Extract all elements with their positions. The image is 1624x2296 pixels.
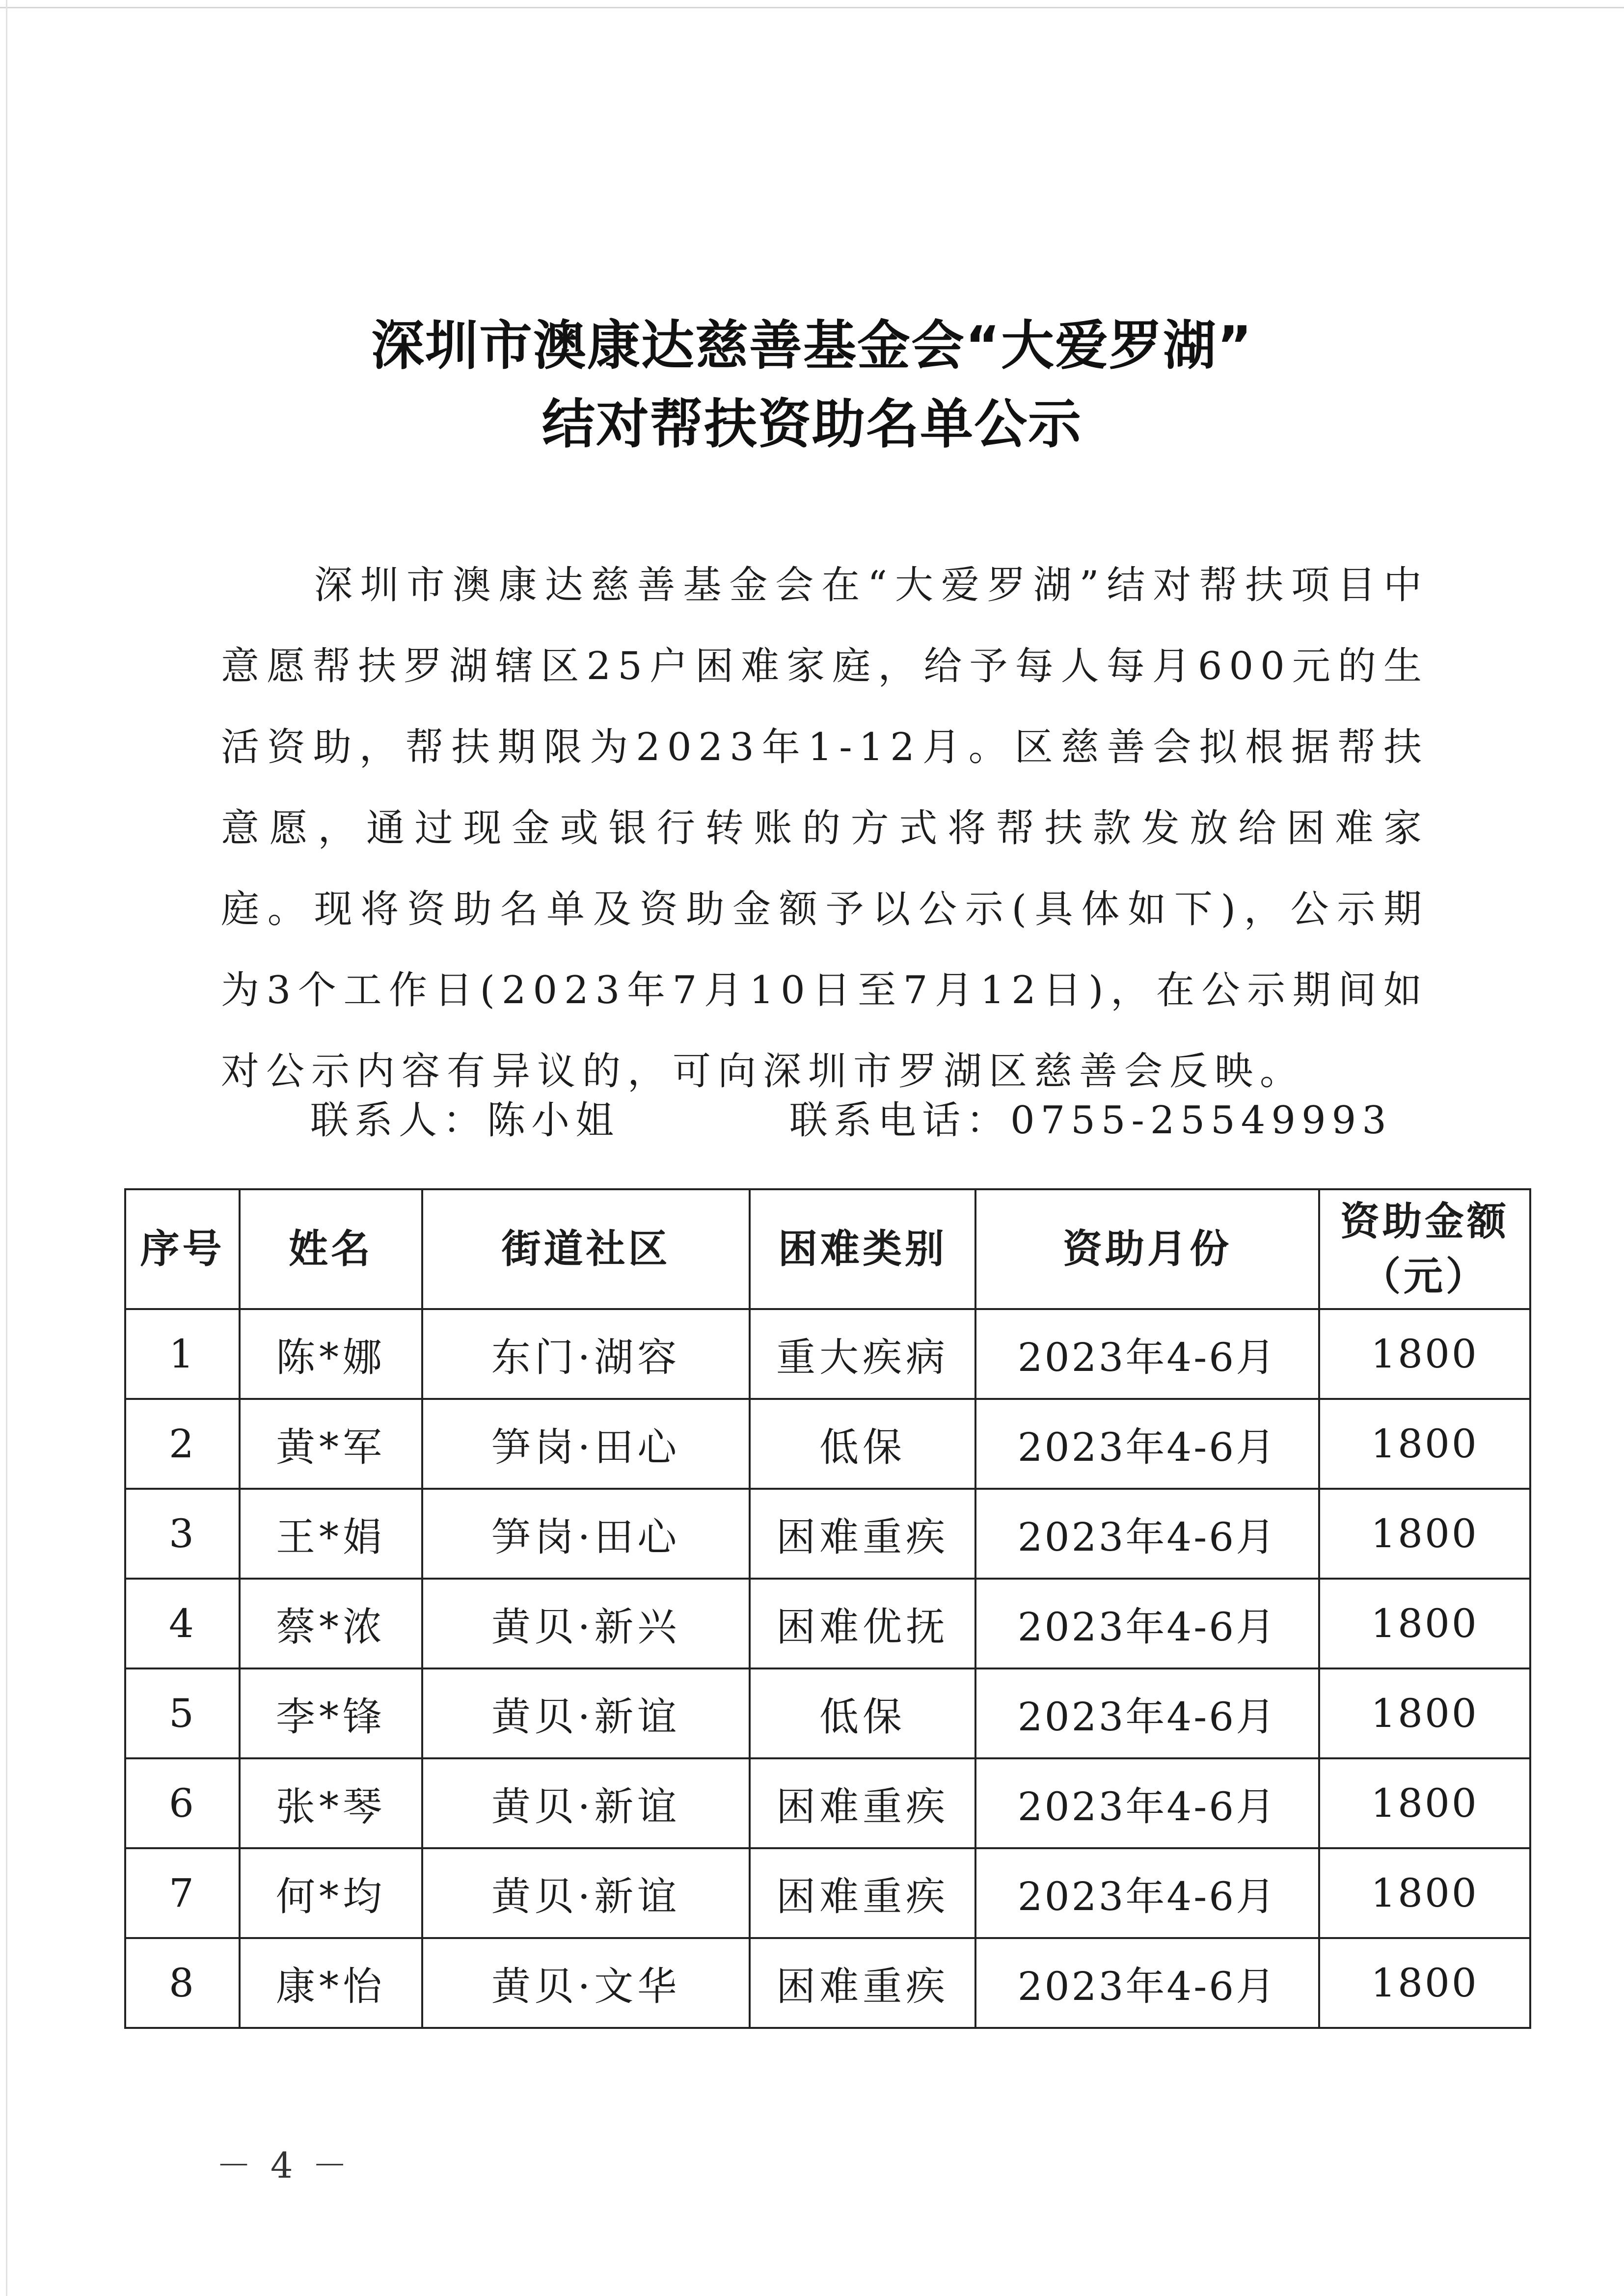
table-row: [125, 1489, 1530, 1579]
cell-amount: 1800: [1319, 1848, 1530, 1938]
table-row: [125, 1938, 1530, 2028]
table-row: [125, 1579, 1530, 1668]
cell-index: 8: [125, 1938, 240, 2028]
cell-amount: 1800: [1319, 1938, 1530, 2028]
cell-name: 黄*军: [240, 1399, 422, 1489]
cell-amount: 1800: [1319, 1668, 1530, 1758]
cell-amount: 1800: [1319, 1399, 1530, 1489]
cell-amount: 1800: [1319, 1579, 1530, 1668]
table-body: [125, 1309, 1530, 2028]
cell-month: 2023年4-6月: [975, 1399, 1319, 1489]
cell-amount: 1800: [1319, 1309, 1530, 1399]
page-number: － 4 －: [216, 2145, 352, 2186]
page-edge-top: [0, 7, 1624, 8]
cell-community: 笋岗·田心: [422, 1399, 750, 1489]
cell-community: 黄贝·新谊: [422, 1668, 750, 1758]
table-row: [125, 1848, 1530, 1938]
cell-month: 2023年4-6月: [975, 1938, 1319, 2028]
header-index: 序号: [125, 1189, 240, 1309]
cell-amount: 1800: [1319, 1489, 1530, 1579]
cell-community: 黄贝·新兴: [422, 1579, 750, 1668]
cell-index: 2: [125, 1399, 240, 1489]
document-title-line2: 结对帮扶资助名单公示: [541, 394, 1082, 455]
cell-community: 笋岗·田心: [422, 1489, 750, 1579]
header-category: 困难类别: [750, 1189, 975, 1309]
cell-name: 张*琴: [240, 1758, 422, 1848]
cell-community: 黄贝·新谊: [422, 1848, 750, 1938]
cell-category: 困难重疾: [750, 1489, 975, 1579]
table-row: [125, 1399, 1530, 1489]
cell-month: 2023年4-6月: [975, 1758, 1319, 1848]
cell-index: 3: [125, 1489, 240, 1579]
cell-month: 2023年4-6月: [975, 1579, 1319, 1668]
cell-name: 李*锋: [240, 1668, 422, 1758]
table-header-row: [125, 1189, 1530, 1309]
cell-community: 东门·湖容: [422, 1309, 750, 1399]
cell-category: 困难优抚: [750, 1579, 975, 1668]
cell-index: 1: [125, 1309, 240, 1399]
header-month: 资助月份: [975, 1189, 1319, 1309]
cell-name: 何*均: [240, 1848, 422, 1938]
cell-name: 蔡*浓: [240, 1579, 422, 1668]
header-amount: [1319, 1189, 1530, 1309]
cell-category: 困难重疾: [750, 1938, 975, 2028]
cell-index: 7: [125, 1848, 240, 1938]
cell-index: 5: [125, 1668, 240, 1758]
cell-category: 重大疾病: [750, 1309, 975, 1399]
cell-category: 低保: [750, 1399, 975, 1489]
cell-community: 黄贝·新谊: [422, 1758, 750, 1848]
recipient-table: [124, 1188, 1531, 2029]
cell-index: 4: [125, 1579, 240, 1668]
table-row: [125, 1309, 1530, 1399]
cell-index: 6: [125, 1758, 240, 1848]
cell-month: 2023年4-6月: [975, 1309, 1319, 1399]
cell-month: 2023年4-6月: [975, 1489, 1319, 1579]
header-amount-line2: （元）: [1361, 1254, 1488, 1299]
cell-category: 困难重疾: [750, 1848, 975, 1938]
cell-amount: 1800: [1319, 1758, 1530, 1848]
cell-name: 康*怡: [240, 1938, 422, 2028]
cell-category: 低保: [750, 1668, 975, 1758]
body-paragraph: 深圳市澳康达慈善基金会在“大爱罗湖”结对帮扶项目中意愿帮扶罗湖辖区25户困难家庭，给予每人每月600元的生活资助，帮扶期限为2023年1-12月。区慈善会拟根据帮扶意愿，通过现金或银行转账的方式将帮扶款发放给困难家庭。现将资助名单及资助金额予以公示(具体如下)，公示期为3个工作日(2023年7月10日至7月12日)，在公示期间如对公示内容有异议的，可向深圳市罗湖区慈善会反映。: [221, 563, 1429, 1093]
document-title-line1: 深圳市澳康达慈善基金会“大爱罗湖”: [371, 315, 1253, 377]
cell-name: 陈*娜: [240, 1309, 422, 1399]
cell-name: 王*娟: [240, 1489, 422, 1579]
cell-month: 2023年4-6月: [975, 1668, 1319, 1758]
cell-month: 2023年4-6月: [975, 1848, 1319, 1938]
table-row: [125, 1758, 1530, 1848]
header-amount-line1: 资助金额: [1340, 1199, 1509, 1244]
cell-community: 黄贝·文华: [422, 1938, 750, 2028]
header-name: 姓名: [240, 1189, 422, 1309]
contact-phone: 联系电话：0755-25549993: [789, 1098, 1392, 1143]
cell-category: 困难重疾: [750, 1758, 975, 1848]
header-community: 街道社区: [422, 1189, 750, 1309]
table-row: [125, 1668, 1530, 1758]
contact-person: 联系人：陈小姐: [310, 1098, 620, 1143]
